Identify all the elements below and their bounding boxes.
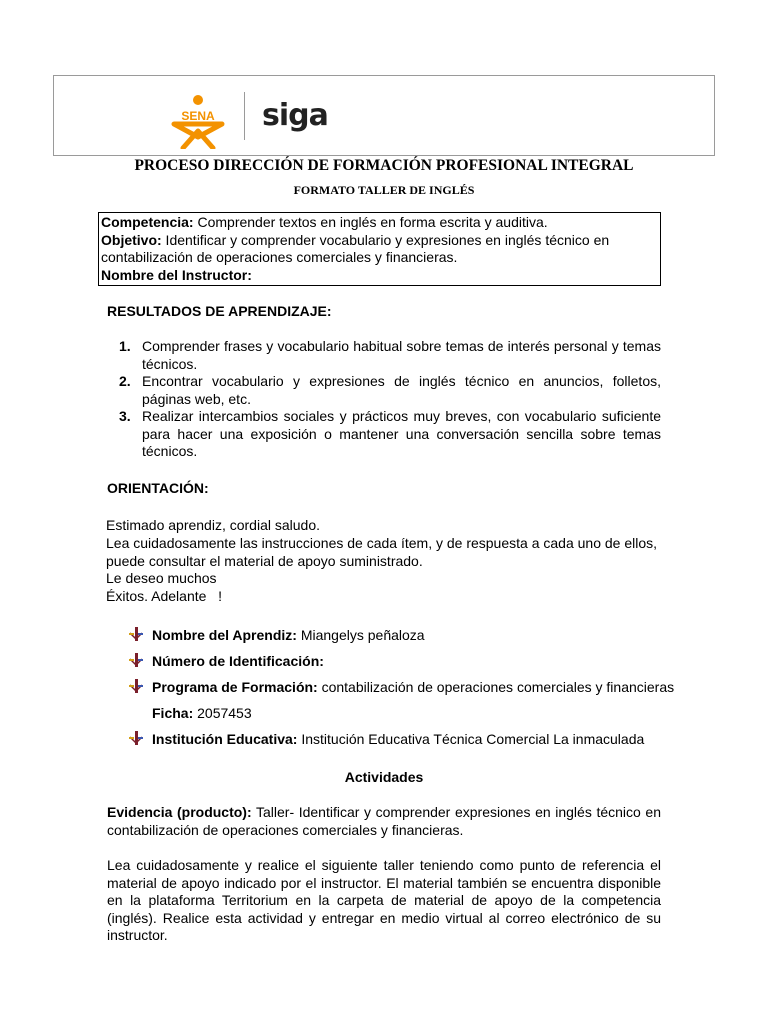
list-item: [119, 338, 661, 373]
list-item-text: Realizar intercambios sociales y prácticos muy breves, con vocabulario suficiente para hacer una exposición o mantener una conversación sencilla sobre temas técnicos.: [142, 408, 661, 459]
orientacion-line: Éxitos. Adelante !: [106, 588, 222, 605]
objetivo-value: Identificar y comprender vocabulario y expresiones en inglés técnico en contabilización de operaciones comerciales y financieras.: [101, 231, 610, 265]
student-info-list: [129, 622, 689, 752]
resultados-heading: RESULTADOS DE APRENDIZAJE:: [107, 303, 332, 319]
orientacion-line: Estimado aprendiz, cordial saludo.: [106, 517, 321, 533]
resultados-list: [119, 338, 661, 461]
competencia-box: [98, 212, 661, 286]
list-item: [129, 622, 689, 648]
list-item-text: Encontrar vocabulario y expresiones de inglés técnico en anuncios, folletos, páginas web, etc.: [142, 373, 661, 407]
orientacion-line: Le deseo muchos: [106, 570, 217, 587]
objetivo-label: Objetivo:: [101, 231, 162, 248]
competencia-label: Competencia:: [101, 214, 194, 230]
instructor-line: [101, 267, 658, 285]
institucion-label: Institución Educativa:: [152, 731, 298, 747]
competencia-line: [101, 214, 658, 232]
arrow-down-icon: [129, 653, 143, 667]
list-number: 3.: [119, 408, 131, 424]
orientacion-text: [106, 517, 661, 606]
ficha-value: 2057453: [193, 705, 252, 721]
page-title: PROCESO DIRECCIÓN DE FORMACIÓN PROFESIONAL INTEGRAL: [134, 157, 634, 174]
evidencia-paragraph: [107, 804, 661, 839]
aprendiz-label: Nombre del Aprendiz:: [152, 627, 297, 643]
orientacion-line: Lea cuidadosamente las instrucciones de cada ítem, y de respuesta a cada uno de ellos, puede consultar el material de apoyo suministrado.: [106, 534, 658, 569]
siga-logo-text: siga: [262, 98, 328, 133]
list-item: [119, 373, 661, 408]
document-header: [53, 75, 715, 156]
list-number: 1.: [119, 338, 131, 354]
actividades-title: Actividades: [344, 769, 424, 785]
siga-logo: [260, 98, 352, 134]
list-item: [129, 726, 689, 752]
arrow-down-icon: [129, 679, 143, 693]
programa-label: Programa de Formación:: [152, 679, 318, 695]
identificacion-label: Número de Identificación:: [152, 653, 324, 669]
sena-logo: [168, 93, 232, 149]
list-item: [129, 648, 689, 674]
programa-value: contabilización de operaciones comerciales y financieras: [317, 679, 675, 695]
list-number: 2.: [119, 373, 131, 389]
list-item: [119, 408, 661, 461]
competencia-value: Comprender textos en inglés en forma escrita y auditiva.: [193, 214, 548, 230]
arrow-down-icon: [129, 731, 143, 745]
sena-logo-text: SENA: [181, 109, 215, 123]
ficha-label: Ficha:: [152, 705, 194, 721]
evidencia-label: Evidencia (producto):: [107, 804, 252, 820]
evidencia-value: Taller- Identificar y comprender expresiones en inglés técnico en contabilización de operaciones comerciales y financieras.: [107, 804, 661, 838]
logo-divider: [244, 92, 245, 140]
institucion-value: Institución Educativa Técnica Comercial La inmaculada: [297, 731, 645, 747]
list-item-text: Comprender frases y vocabulario habitual sobre temas de interés personal y temas técnicos.: [142, 338, 661, 372]
orientacion-heading: ORIENTACIÓN:: [107, 480, 209, 496]
aprendiz-value: Miangelys peñaloza: [296, 627, 425, 643]
list-item: [129, 674, 689, 726]
arrow-down-icon: [129, 627, 143, 641]
instructions-paragraph: Lea cuidadosamente y realice el siguiente taller teniendo como punto de referencia el material de apoyo indicado por el instructor. El material también se encuentra disponible en la plataforma Territorium en la carpeta de material de apoyo de la competencia (inglés). Realice esta actividad y entregar en medio virtual al correo electrónico de su instructor.: [107, 857, 661, 943]
page-subtitle: FORMATO TALLER DE INGLÉS: [293, 183, 475, 197]
objetivo-line: [101, 232, 658, 267]
instructor-label: Nombre del Instructor:: [101, 266, 252, 283]
